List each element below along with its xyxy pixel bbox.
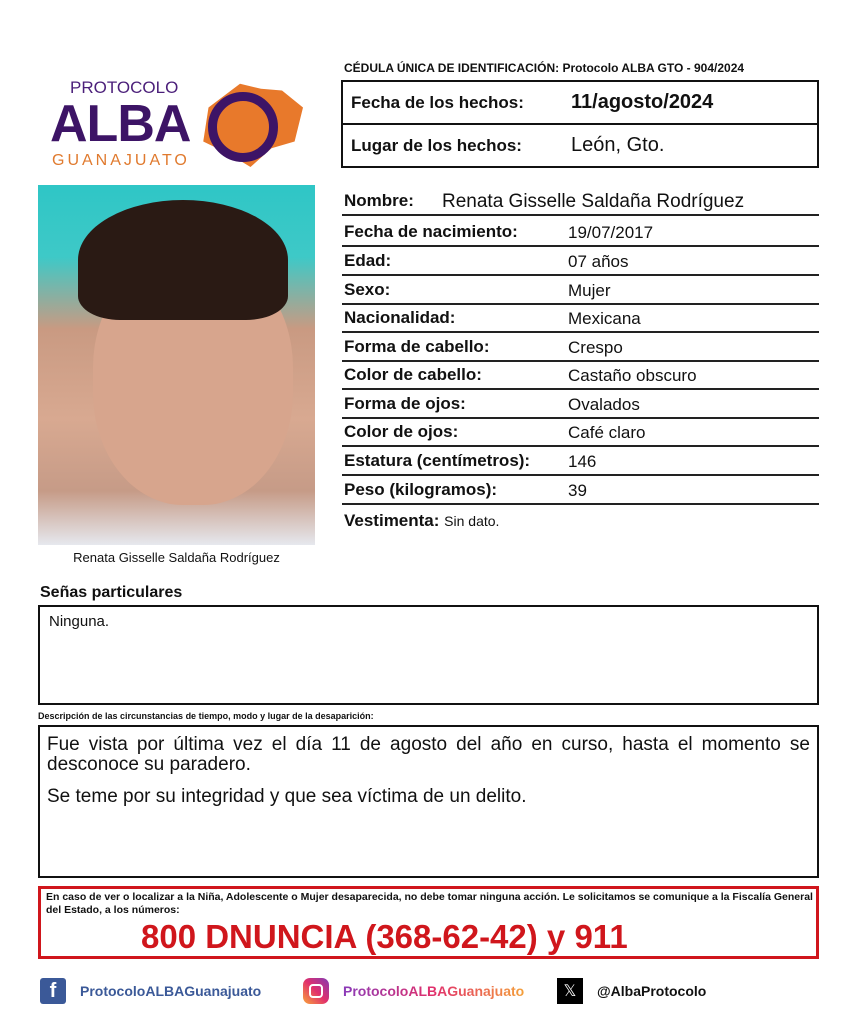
fecha-hechos-value: 11/agosto/2024 <box>571 91 714 113</box>
field-label: Nombre: <box>344 191 414 210</box>
facebook-icon: f <box>40 978 66 1004</box>
alert-phone-numbers: 800 DNUNCIA (368-62-42) y 911 <box>141 918 628 955</box>
field-row <box>342 391 819 419</box>
vestimenta-label: Vestimenta: <box>344 511 440 530</box>
missing-person-photo <box>38 185 315 545</box>
field-value: Renata Gisselle Saldaña Rodríguez <box>442 191 745 212</box>
field-row <box>342 188 819 216</box>
field-label: Color de ojos: <box>344 422 459 441</box>
instagram-icon <box>303 978 329 1004</box>
fecha-hechos-box <box>341 80 819 125</box>
field-value: Crespo <box>568 338 623 357</box>
instagram-link[interactable] <box>303 978 524 1004</box>
field-row <box>342 305 819 333</box>
logo-guanajuato: GUANAJUATO <box>52 152 190 169</box>
descripcion-p1: Fue vista por última vez el día 11 de agosto del año en curso, hasta el momento se desconoce su paradero. <box>47 734 810 775</box>
lugar-hechos-box <box>341 123 819 168</box>
field-value: Castaño obscuro <box>568 366 697 385</box>
woman-profile-ring-icon <box>208 92 278 162</box>
field-label: Sexo: <box>344 280 391 299</box>
fecha-hechos-label: Fecha de los hechos: <box>351 92 524 112</box>
field-label: Forma de cabello: <box>344 337 490 356</box>
field-value: 39 <box>568 481 587 500</box>
field-label: Forma de ojos: <box>344 394 466 413</box>
facebook-link[interactable] <box>40 978 261 1004</box>
vestimenta-value: Sin dato. <box>444 513 500 529</box>
logo-protocolo: PROTOCOLO <box>70 78 179 97</box>
x-icon: 𝕏 <box>557 978 583 1004</box>
field-row <box>342 419 819 447</box>
field-value: 07 años <box>568 252 629 271</box>
field-label: Estatura (centímetros): <box>344 451 531 470</box>
field-label: Edad: <box>344 251 392 270</box>
instagram-handle: ProtocoloALBAGuanajuato <box>343 982 525 999</box>
facebook-handle: ProtocoloALBAGuanajuato <box>80 982 262 999</box>
field-row <box>342 362 819 390</box>
field-label: Fecha de nacimiento: <box>344 222 518 241</box>
photo-caption: Renata Gisselle Saldaña Rodríguez <box>73 550 280 565</box>
cedula-header: CÉDULA ÚNICA DE IDENTIFICACIÓN: Protocolo ALBA GTO - 904/2024 <box>344 61 745 75</box>
vestimenta-field <box>344 511 499 531</box>
field-label: Peso (kilogramos): <box>344 480 498 499</box>
alert-text: En caso de ver o localizar a la Niña, Adolescente o Mujer desaparecida, no debe tomar ninguna acción. Le solicitamos se comunique a la Fiscalía General del Estado, a los números: <box>46 891 813 916</box>
field-value: Mujer <box>568 281 611 300</box>
field-value: 19/07/2017 <box>568 223 654 242</box>
x-handle: @AlbaProtocolo <box>597 982 707 999</box>
field-value: Ovalados <box>568 395 640 414</box>
x-link[interactable] <box>557 978 706 1004</box>
field-row <box>342 477 819 505</box>
contact-alert-box <box>38 886 819 959</box>
logo-alba: ALBA <box>50 95 191 153</box>
descripcion-p2: Se teme por su integridad y que sea víctima de un delito. <box>47 786 527 807</box>
senas-title: Señas particulares <box>40 584 183 601</box>
field-value: 146 <box>568 452 597 471</box>
descripcion-box <box>38 725 819 878</box>
field-row <box>342 334 819 362</box>
descripcion-title: Descripción de las circunstancias de tiempo, modo y lugar de la desaparición: <box>38 711 374 721</box>
field-row <box>342 277 819 305</box>
field-row <box>342 448 819 476</box>
lugar-hechos-value: León, Gto. <box>571 134 665 156</box>
field-row <box>342 219 819 247</box>
field-label: Nacionalidad: <box>344 308 456 327</box>
field-label: Color de cabello: <box>344 365 482 384</box>
field-value: Mexicana <box>568 309 641 328</box>
field-row <box>342 248 819 276</box>
lugar-hechos-label: Lugar de los hechos: <box>351 135 522 155</box>
photo-hair <box>78 200 288 320</box>
protocolo-alba-logo <box>50 78 310 173</box>
senas-box: Ninguna. <box>38 605 819 705</box>
field-value: Café claro <box>568 423 646 442</box>
